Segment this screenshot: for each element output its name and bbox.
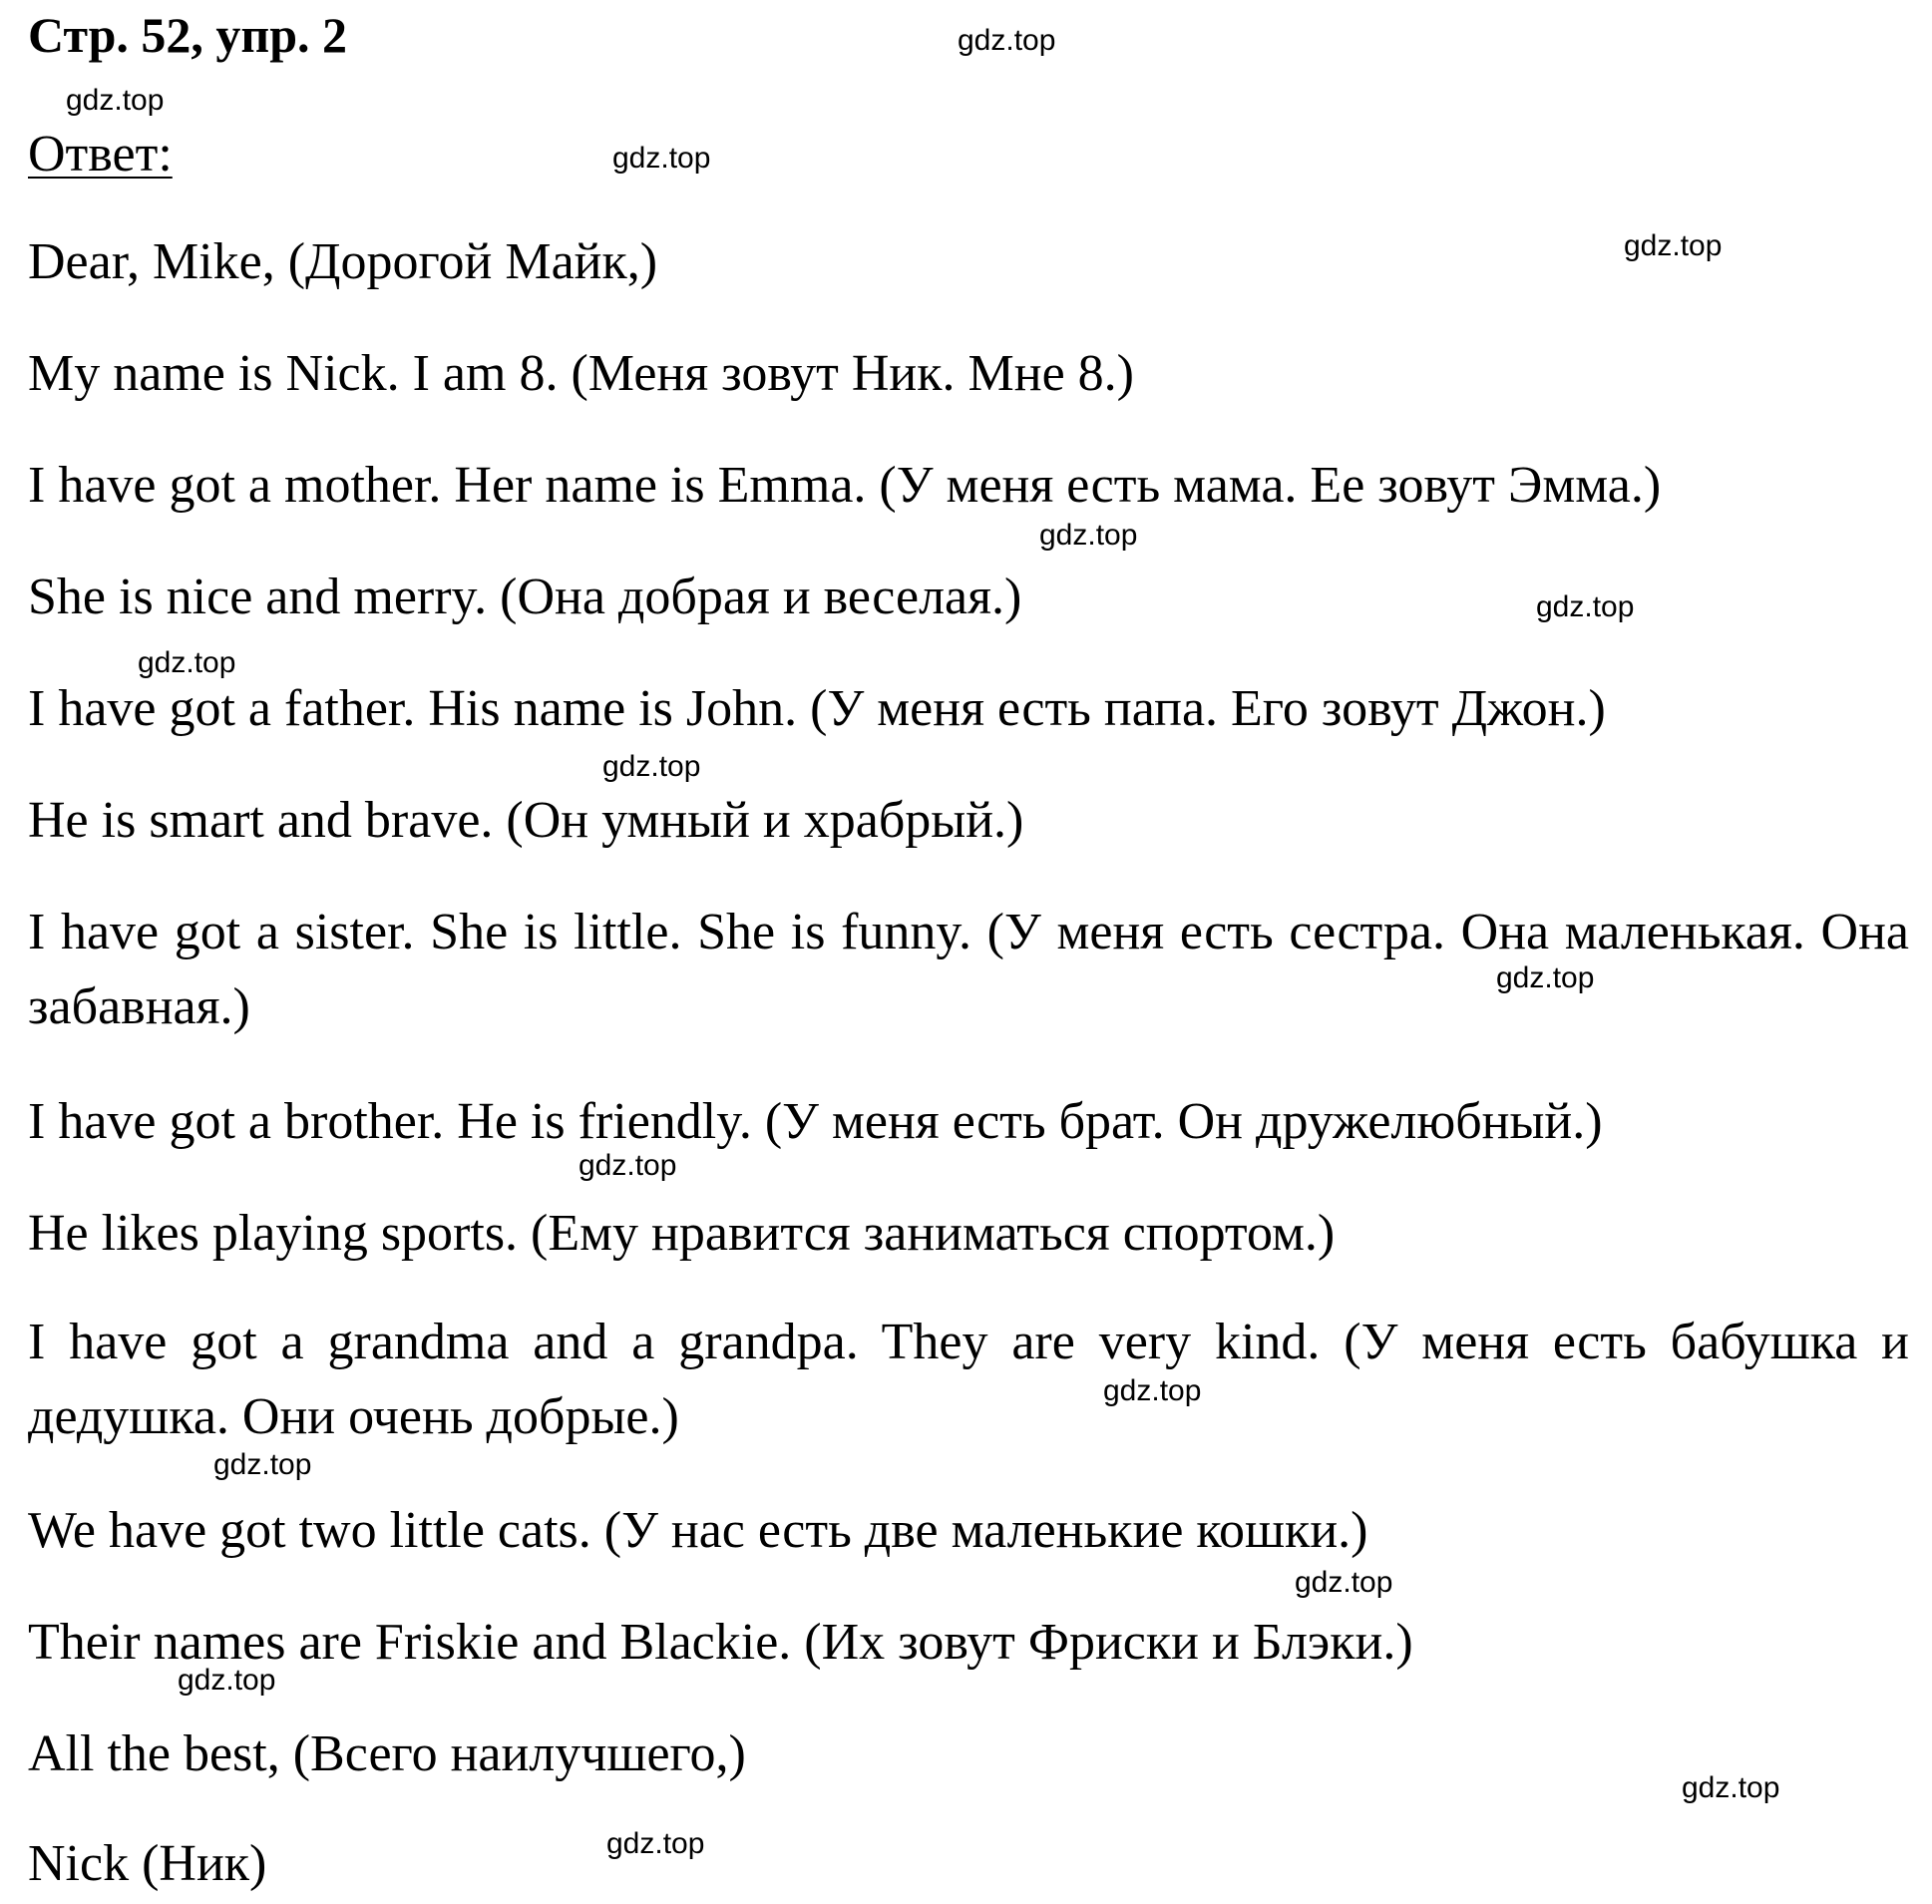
watermark: gdz.top [612, 142, 711, 175]
text-paragraph-sister: I have got a sister. She is little. She is funny. (У меня есть сестра. Она маленькая. Она забавная.) [28, 904, 1909, 1035]
text-line-mother-desc: She is nice and merry. (Она добрая и веселая.) [28, 569, 1022, 625]
page-title: Стр. 52, упр. 2 [28, 7, 348, 63]
watermark: gdz.top [1682, 1771, 1780, 1804]
text-line-brother: I have got a brother. He is friendly. (У меня есть брат. Он дружелюбный.) [28, 1093, 1603, 1150]
watermark: gdz.top [213, 1448, 312, 1481]
watermark: gdz.top [138, 646, 236, 679]
text-line-father-desc: He is smart and brave. (Он умный и храбрый.) [28, 792, 1024, 849]
text-paragraph-grandparents: I have got a grandma and a grandpa. They are very kind. (У меня есть бабушка и дедушка. Они очень добрые.) [28, 1314, 1909, 1445]
text-line-signature: Nick (Ник) [28, 1835, 267, 1892]
watermark: gdz.top [606, 1827, 705, 1860]
text-line-dear: Dear, Mike, (Дорогой Майк,) [28, 233, 658, 290]
watermark: gdz.top [1039, 519, 1138, 552]
watermark: gdz.top [178, 1664, 276, 1697]
watermark: gdz.top [602, 750, 701, 783]
watermark: gdz.top [1496, 961, 1595, 994]
text-line-brother-desc: He likes playing sports. (Ему нравится заниматься спортом.) [28, 1205, 1336, 1262]
watermark: gdz.top [1536, 590, 1635, 623]
watermark: gdz.top [1624, 229, 1723, 262]
text-line-name: My name is Nick. I am 8. (Меня зовут Ник. Мне 8.) [28, 345, 1134, 402]
text-line-cat-names: Their names are Friskie and Blackie. (Их зовут Фриски и Блэки.) [28, 1614, 1413, 1671]
text-line-cats: We have got two little cats. (У нас есть две маленькие кошки.) [28, 1502, 1368, 1559]
text-line-mother: I have got a mother. Her name is Emma. (У меня есть мама. Ее зовут Эмма.) [28, 457, 1662, 514]
answer-label: Ответ: [28, 126, 173, 183]
watermark: gdz.top [579, 1149, 677, 1182]
watermark: gdz.top [958, 24, 1056, 57]
watermark: gdz.top [1295, 1566, 1393, 1599]
text-line-closing: All the best, (Всего наилучшего,) [28, 1725, 746, 1782]
watermark: gdz.top [66, 84, 165, 117]
text-line-father: I have got a father. His name is John. (У меня есть папа. Его зовут Джон.) [28, 680, 1606, 737]
watermark: gdz.top [1103, 1374, 1202, 1407]
